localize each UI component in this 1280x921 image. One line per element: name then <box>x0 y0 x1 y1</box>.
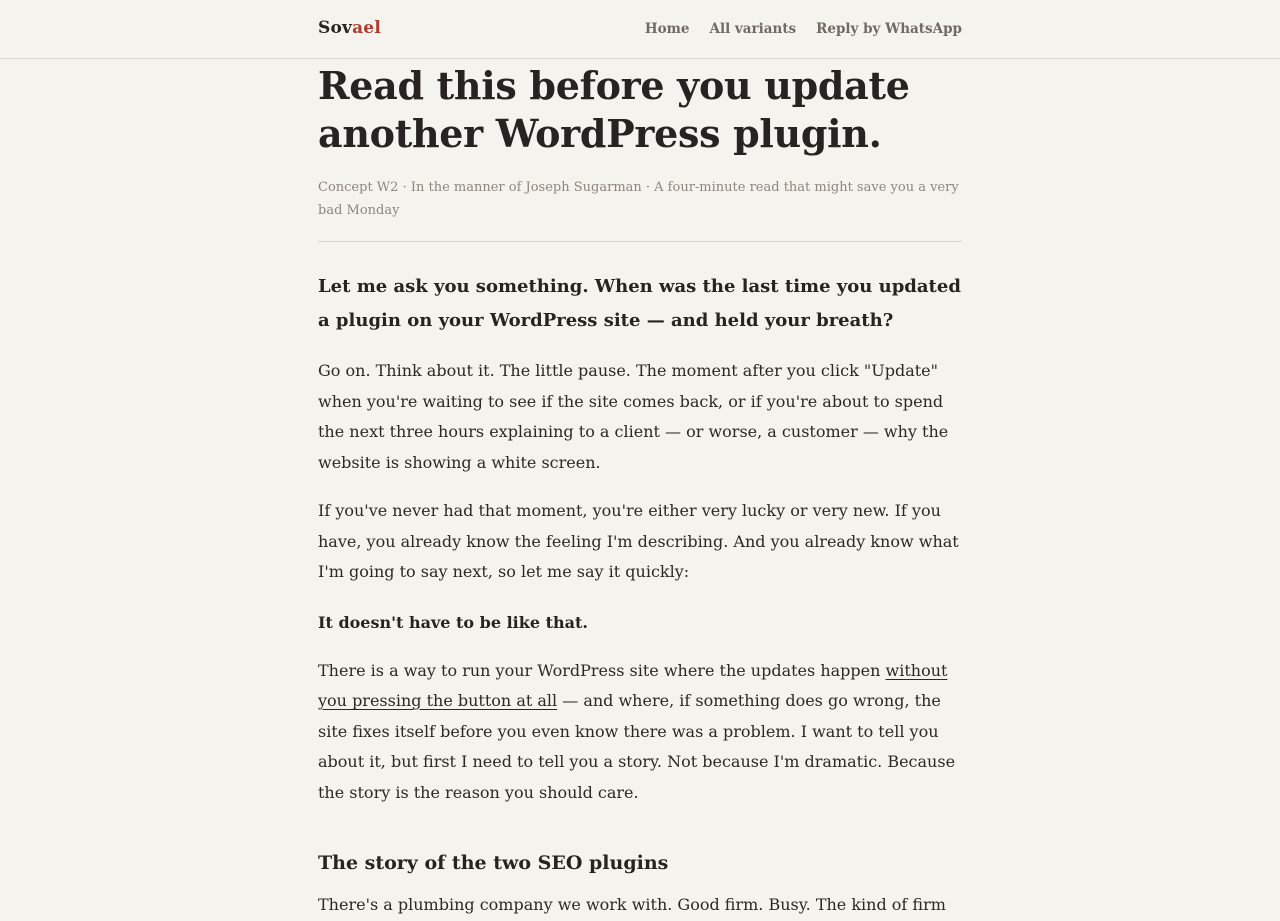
body-paragraph-1: Go on. Think about it. The little pause. The moment after you click "Update" when you're waiting to see if the site comes back, or if you're about to spend the next three hours explaining to a client — or worse, a customer — why the website is showing a white screen. <box>318 361 949 472</box>
logo-text-accent: ael <box>352 18 381 38</box>
article-title: Read this before you update another WordPress plugin. <box>318 63 910 156</box>
main-nav <box>645 21 962 37</box>
emphasis-line: It doesn't have to be like that. <box>318 612 588 632</box>
body-paragraph-3 <box>318 656 962 809</box>
paragraph-3-text-end: — and where, if something does go wrong, the site fixes itself before you even know there was a problem. I want to tell you about it, but first I need to tell you a story. Not because I'm dramatic. Because the story is the reason you should care. <box>318 691 956 802</box>
site-logo[interactable] <box>318 18 381 38</box>
nav-link-all-variants[interactable]: All variants <box>709 21 797 37</box>
article-meta: Concept W2 · In the manner of Joseph Sugarman · A four-minute read that might save you a very bad Monday <box>318 180 959 218</box>
nav-link-reply-whatsapp[interactable]: Reply by WhatsApp <box>816 21 962 37</box>
article <box>318 58 962 921</box>
top-navigation-bar <box>0 0 1280 59</box>
nav-link-home[interactable]: Home <box>644 21 690 37</box>
body-paragraph-2: If you've never had that moment, you're either very lucky or very new. If you have, you already know the feeling I'm describing. And you already know what I'm going to say next, so let me say it quickly: <box>318 501 959 581</box>
top-navigation-inner <box>318 0 962 58</box>
lead-paragraph: Let me ask you something. When was the last time you updated a plugin on your WordPress site — and held your breath? <box>318 276 961 331</box>
paragraph-3-text-start: There is a way to run your WordPress site where the updates happen <box>318 660 886 680</box>
divider <box>318 241 962 242</box>
section-heading: The story of the two SEO plugins <box>318 852 669 874</box>
body-paragraph-4: There's a plumbing company we work with. Good firm. Busy. The kind of firm <box>318 895 946 914</box>
logo-text-primary: Sov <box>318 18 353 38</box>
inline-link-without-pressing[interactable]: without you pressing the button at all <box>318 660 948 710</box>
